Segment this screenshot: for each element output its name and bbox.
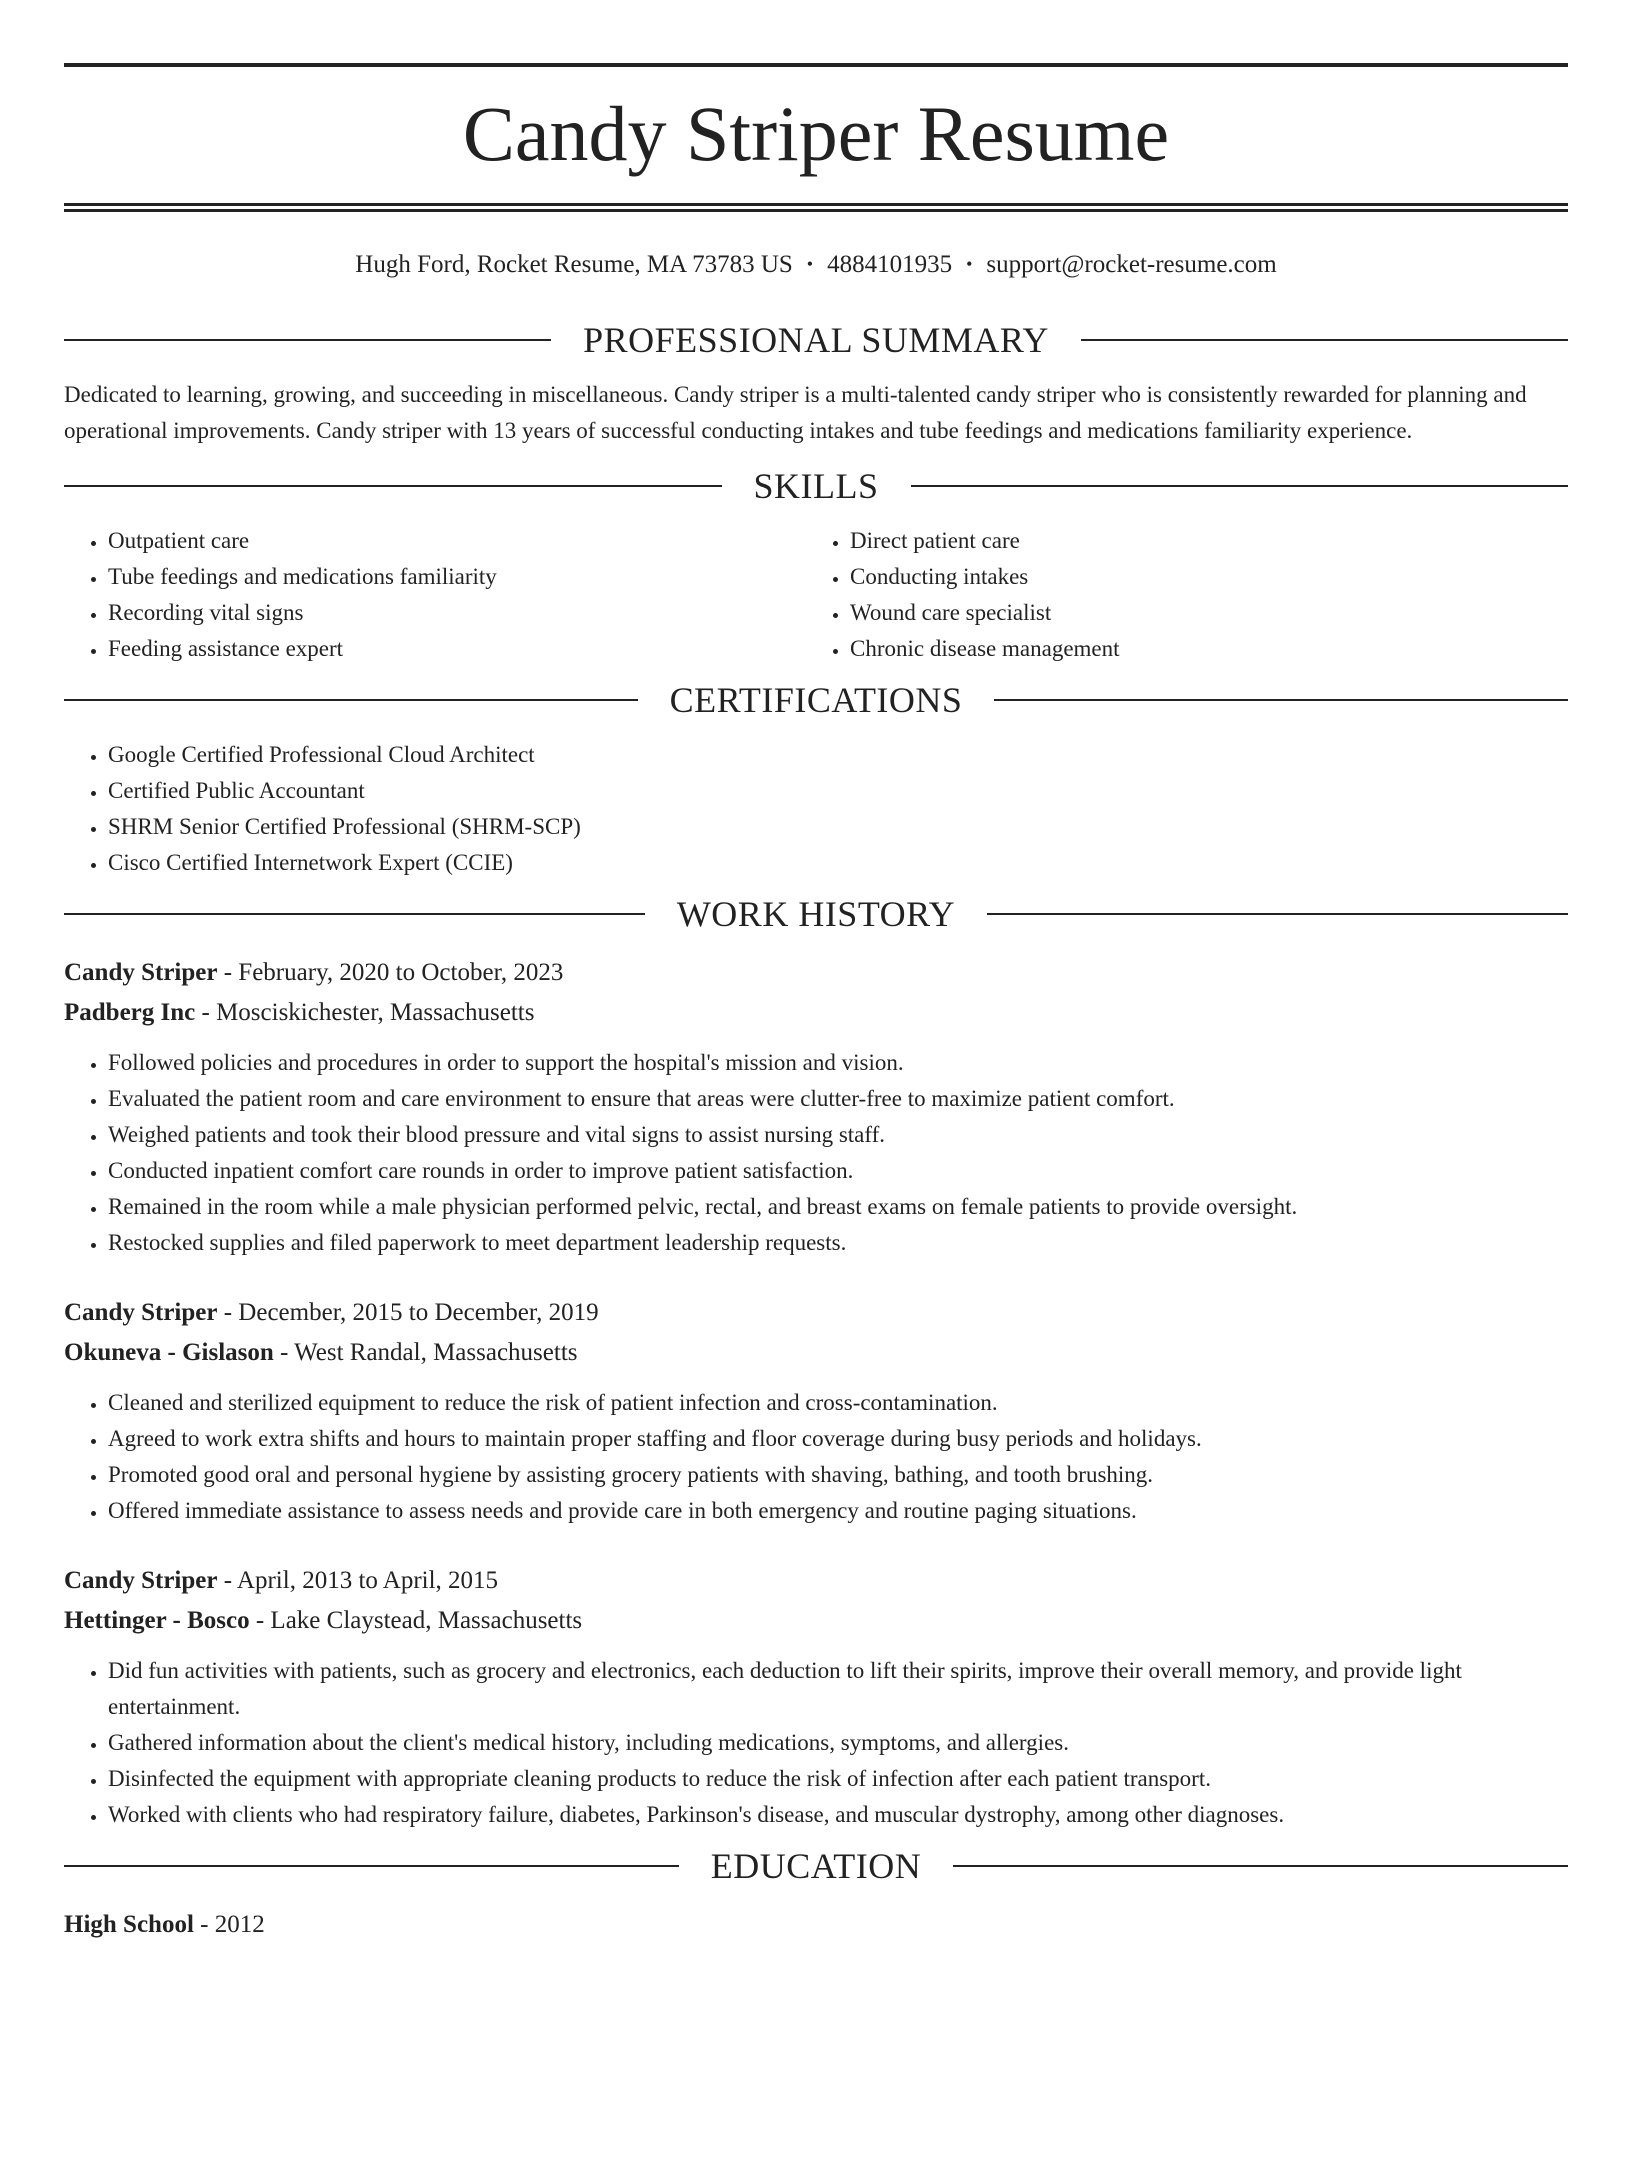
list-item: • Certified Public Accountant [108, 773, 1568, 809]
section-title: CERTIFICATIONS [669, 680, 963, 720]
section-title: PROFESSIONAL SUMMARY [583, 320, 1049, 360]
contact-line [64, 249, 1568, 279]
list-item: • Offered immediate assistance to assess needs and provide care in both emergency and routine paging situations. [108, 1493, 1568, 1529]
job-entry [64, 1561, 1568, 1833]
heading-rule-right [1081, 339, 1568, 341]
job-company: Okuneva - Gislason [64, 1339, 274, 1366]
heading-rule-left [64, 485, 722, 487]
list-item: • Recording vital signs [108, 595, 806, 631]
list-item: • Cisco Certified Internetwork Expert (CCIE) [108, 845, 1568, 881]
education-entry [64, 1905, 1568, 1945]
certifications-list [64, 737, 1568, 881]
list-item: • Wound care specialist [850, 595, 1548, 631]
heading-rule-left [64, 699, 638, 701]
job-title-line [64, 1293, 1568, 1333]
job-dates: - February, 2020 to October, 2023 [217, 959, 564, 986]
job-title: Candy Striper [64, 959, 218, 986]
list-item: • Conducting intakes [850, 559, 1548, 595]
contact-separator: • [966, 254, 973, 274]
list-item: • Disinfected the equipment with appropriate cleaning products to reduce the risk of infection after each patient transport. [108, 1761, 1568, 1797]
list-item: • Gathered information about the client's medical history, including medications, symptoms, and allergies. [108, 1725, 1568, 1761]
list-item: • Chronic disease management [850, 631, 1548, 667]
job-bullets [64, 1653, 1568, 1833]
list-item: • Agreed to work extra shifts and hours to maintain proper staffing and floor coverage during busy periods and holidays. [108, 1421, 1568, 1457]
education-degree: High School [64, 1911, 194, 1938]
job-company: Hettinger - Bosco [64, 1607, 250, 1634]
list-item: • Conducted inpatient comfort care rounds in order to improve patient satisfaction. [108, 1153, 1568, 1189]
list-item: • Worked with clients who had respiratory failure, diabetes, Parkinson's disease, and muscular dystrophy, among other diagnoses. [108, 1797, 1568, 1833]
list-item: • Remained in the room while a male physician performed pelvic, rectal, and breast exams on female patients to provide oversight. [108, 1189, 1568, 1225]
list-item: • Restocked supplies and filed paperwork to meet department leadership requests. [108, 1225, 1568, 1261]
list-item: • Followed policies and procedures in order to support the hospital's mission and vision. [108, 1045, 1568, 1081]
list-item: • Feeding assistance expert [108, 631, 806, 667]
job-entry [64, 953, 1568, 1261]
education-year: - 2012 [193, 1911, 265, 1938]
skills-grid [64, 523, 1568, 667]
job-bullets [64, 1385, 1568, 1529]
list-item: • Google Certified Professional Cloud Architect [108, 737, 1568, 773]
title-double-rule [64, 203, 1568, 212]
section-title: SKILLS [753, 466, 879, 506]
summary-text: Dedicated to learning, growing, and succeeding in miscellaneous. Candy striper is a multi-talented candy striper who is consistently rewarded for planning and operational improvements. Candy striper with 13 years of successful conducting intakes and tube feedings and medications familiarity experience. [64, 382, 1527, 443]
heading-rule-right [987, 913, 1568, 915]
job-title-line [64, 1561, 1568, 1601]
list-item: • Did fun activities with patients, such as grocery and electronics, each deduction to lift their spirits, improve their overall memory, and provide light entertainment. [108, 1653, 1568, 1725]
list-item: • Evaluated the patient room and care environment to ensure that areas were clutter-free to maximize patient comfort. [108, 1081, 1568, 1117]
section-title: WORK HISTORY [676, 894, 956, 934]
job-entry [64, 1293, 1568, 1529]
list-item: • SHRM Senior Certified Professional (SHRM-SCP) [108, 809, 1568, 845]
heading-rule-left [64, 913, 645, 915]
section-heading-skills [64, 463, 1568, 509]
list-item: • Weighed patients and took their blood pressure and vital signs to assist nursing staff. [108, 1117, 1568, 1153]
section-title: EDUCATION [710, 1846, 922, 1886]
heading-rule-right [994, 699, 1568, 701]
section-heading-certifications [64, 677, 1568, 723]
contact-email: support@rocket-resume.com [986, 251, 1277, 278]
heading-rule-left [64, 339, 551, 341]
job-location: - West Randal, Massachusetts [273, 1339, 578, 1366]
list-item: • Direct patient care [850, 523, 1548, 559]
job-title: Candy Striper [64, 1567, 218, 1594]
skills-list-left [64, 523, 806, 667]
section-heading-education [64, 1843, 1568, 1889]
job-bullets [64, 1045, 1568, 1261]
job-location: - Lake Claystead, Massachusetts [249, 1607, 583, 1634]
heading-rule-left [64, 1865, 679, 1867]
heading-rule-right [911, 485, 1569, 487]
list-item: • Cleaned and sterilized equipment to reduce the risk of patient infection and cross-contamination. [108, 1385, 1568, 1421]
contact-address: Hugh Ford, Rocket Resume, MA 73783 US [355, 251, 793, 278]
job-title-line [64, 953, 1568, 993]
job-title: Candy Striper [64, 1299, 218, 1326]
job-dates: - April, 2013 to April, 2015 [217, 1567, 499, 1594]
job-location: - Mosciskichester, Massachusetts [195, 999, 535, 1026]
job-company: Padberg Inc [64, 999, 196, 1026]
section-heading-work-history [64, 891, 1568, 937]
list-item: • Outpatient care [108, 523, 806, 559]
job-company-line [64, 1601, 1568, 1641]
heading-rule-right [953, 1865, 1568, 1867]
resume-page [0, 63, 1632, 2175]
skills-list-right [806, 523, 1548, 667]
contact-separator: • [806, 254, 814, 274]
list-item: • Promoted good oral and personal hygiene by assisting grocery patients with shaving, bathing, and tooth brushing. [108, 1457, 1568, 1493]
list-item: • Tube feedings and medications familiarity [108, 559, 806, 595]
contact-phone: 4884101935 [827, 251, 953, 278]
resume-title: Candy Striper Resume [462, 90, 1170, 177]
job-company-line [64, 993, 1568, 1033]
job-company-line [64, 1333, 1568, 1373]
job-dates: - December, 2015 to December, 2019 [217, 1299, 599, 1326]
section-heading-summary [64, 317, 1568, 363]
